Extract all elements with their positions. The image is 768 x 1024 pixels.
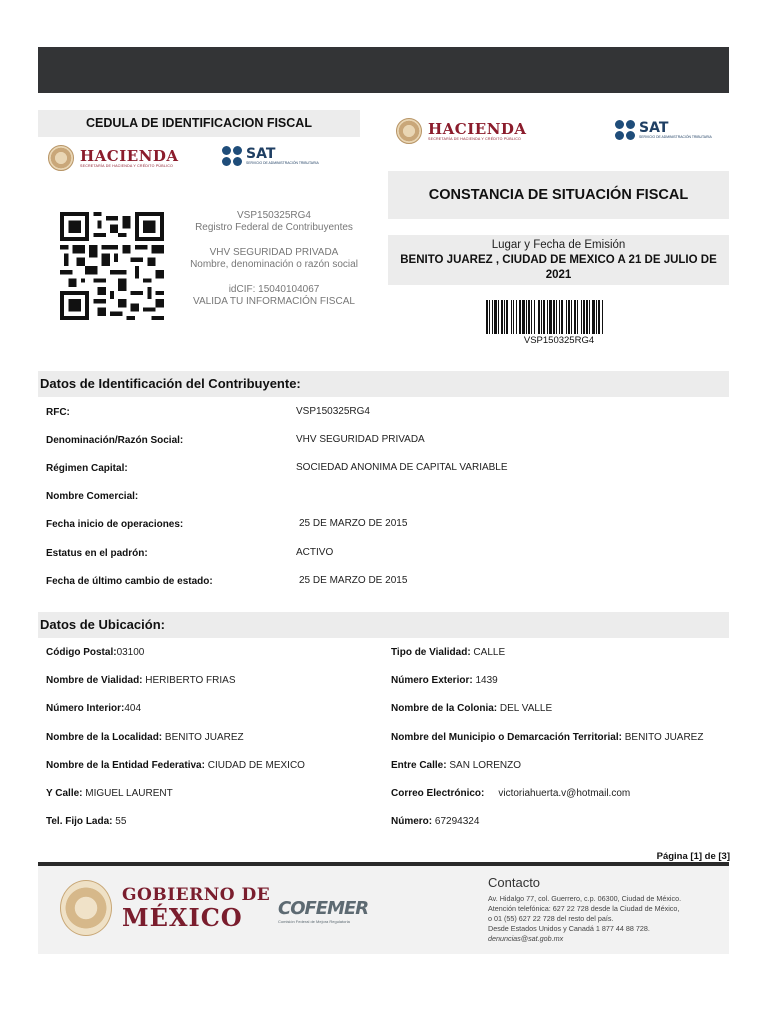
list-item: Nombre de la Entidad Federativa: CIUDAD DE MEXICO: [46, 760, 305, 771]
list-item: Código Postal:03100: [46, 647, 145, 658]
table-row-value: SOCIEDAD ANONIMA DE CAPITAL VARIABLE: [296, 462, 508, 473]
gobierno-mexico-logo: [60, 880, 270, 936]
contacto-block: [488, 875, 728, 944]
sat-sub: SERVICIO DE ADMINISTRACIÓN TRIBUTARIA: [639, 135, 712, 139]
gob-line1: GOBIERNO DE: [122, 885, 271, 905]
page-indicator: Página [1] de [3]: [656, 851, 730, 862]
lugar-fecha-box: [388, 235, 729, 285]
hacienda-logo-left: [48, 145, 179, 171]
table-row-value: 25 DE MARZO DE 2015: [299, 575, 408, 586]
list-item: Tipo de Vialidad: CALLE: [391, 647, 506, 658]
contacto-title: Contacto: [488, 875, 541, 890]
hacienda-name: HACIENDA: [428, 120, 527, 138]
table-row-label: Denominación/Razón Social:: [46, 435, 184, 446]
constancia-title: CONSTANCIA DE SITUACIÓN FISCAL: [388, 171, 729, 219]
sat-dots-icon: [615, 120, 635, 140]
table-row-value: ACTIVO: [296, 547, 334, 558]
top-banner: [38, 47, 729, 93]
eagle-seal-icon: [60, 880, 112, 936]
lugar-value: BENITO JUAREZ , CIUDAD DE MEXICO A 21 DE JULIO DE 2021: [400, 254, 717, 281]
seal-icon: [396, 118, 422, 144]
hacienda-sub: SECRETARÍA DE HACIENDA Y CRÉDITO PÚBLICO: [80, 164, 174, 168]
hacienda-sub: SECRETARÍA DE HACIENDA Y CRÉDITO PÚBLICO: [428, 137, 522, 141]
seal-icon: [48, 145, 74, 171]
rfc-caption: Registro Federal de Contribuyentes: [195, 222, 353, 233]
rfc-value: VSP150325RG4: [237, 210, 311, 221]
cofemer-logo: [278, 898, 368, 924]
idcif: idCIF: 15040104067: [228, 284, 320, 295]
list-item: Correo Electrónico: victoriahuerta.v@hotmail.com: [391, 788, 631, 799]
list-item: Nombre de la Localidad: BENITO JUAREZ: [46, 732, 244, 743]
hacienda-logo-right: [396, 118, 527, 144]
hacienda-name: HACIENDA: [80, 147, 179, 165]
lugar-label: Lugar y Fecha de Emisión: [491, 239, 626, 251]
table-row-value: VHV SEGURIDAD PRIVADA: [296, 434, 425, 445]
sat-logo-left: [222, 146, 319, 166]
table-row-label: Estatus en el padrón:: [46, 548, 148, 559]
sat-dots-icon: [222, 146, 242, 166]
sat-logo-right: [615, 120, 712, 140]
contacto-line: Av. Hidalgo 77, col. Guerrero, c.p. 06300, Ciudad de México.: [488, 894, 682, 903]
list-item: Nombre de Vialidad: HERIBERTO FRIAS: [46, 675, 236, 686]
identificacion-section-title: Datos de Identificación del Contribuyente:: [38, 371, 729, 397]
list-item: Número Interior:404: [46, 703, 142, 714]
sat-name: SAT: [639, 120, 669, 136]
rfc-info-block: [188, 210, 360, 321]
contacto-line: Atención telefónica: 627 22 728 desde la Ciudad de México,: [488, 904, 680, 913]
table-row-label: RFC:: [46, 407, 70, 418]
cofemer-sub: Comisión Federal de Mejora Regulatoria: [278, 919, 350, 924]
valida-text: VALIDA TU INFORMACIÓN FISCAL: [193, 296, 355, 307]
list-item: Y Calle: MIGUEL LAURENT: [46, 788, 173, 799]
gob-line2: MÉXICO: [122, 903, 243, 932]
table-row-label: Fecha de último cambio de estado:: [46, 576, 213, 587]
name-value: VHV SEGURIDAD PRIVADA: [209, 247, 339, 258]
table-row-label: Régimen Capital:: [46, 463, 128, 474]
barcode-text: VSP150325RG4: [523, 335, 595, 346]
contacto-email: denuncias@sat.gob.mx: [488, 934, 564, 943]
list-item: Nombre de la Colonia: DEL VALLE: [391, 703, 553, 714]
ubicacion-section-title: Datos de Ubicación:: [38, 612, 729, 638]
qr-code-icon: [60, 212, 164, 320]
list-item: Entre Calle: SAN LORENZO: [391, 760, 522, 771]
contacto-line: Desde Estados Unidos y Canadá 1 877 44 88 728.: [488, 924, 650, 933]
cedula-title: CEDULA DE IDENTIFICACION FISCAL: [38, 110, 360, 137]
table-row-label: Fecha inicio de operaciones:: [46, 519, 184, 530]
table-row-value: VSP150325RG4: [296, 406, 370, 417]
table-row-value: 25 DE MARZO DE 2015: [299, 518, 408, 529]
barcode-icon: [484, 300, 634, 336]
cofemer-name: COFEMER: [278, 898, 369, 919]
list-item: Tel. Fijo Lada: 55: [46, 816, 127, 827]
sat-name: SAT: [246, 146, 276, 162]
sat-sub: SERVICIO DE ADMINISTRACIÓN TRIBUTARIA: [246, 161, 319, 165]
list-item: Número: 67294324: [391, 816, 480, 827]
list-item: Número Exterior: 1439: [391, 675, 498, 686]
name-caption: Nombre, denominación o razón social: [190, 259, 358, 270]
contacto-line: o 01 (55) 627 22 728 del resto del país.: [488, 914, 614, 923]
list-item: Nombre del Municipio o Demarcación Territorial: BENITO JUAREZ: [391, 732, 704, 743]
table-row-label: Nombre Comercial:: [46, 491, 139, 502]
